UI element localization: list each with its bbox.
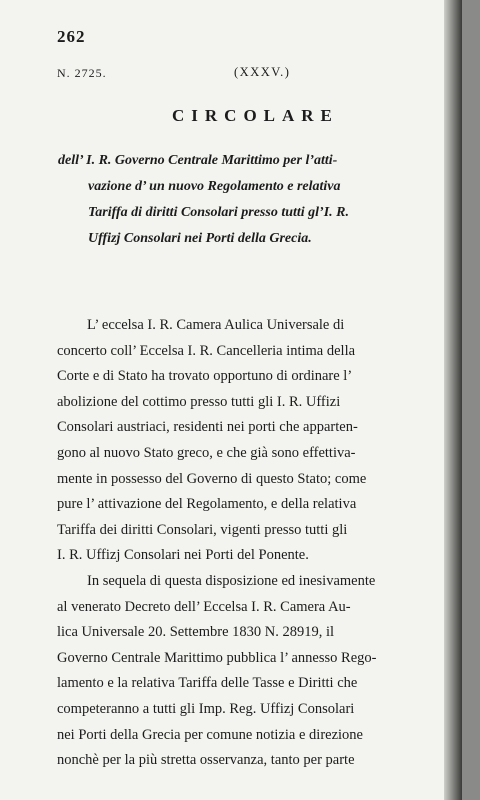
paragraph-line: Governo Centrale Marittimo pubblica l’ annesso Rego- <box>57 649 377 666</box>
paragraph-line: In sequela di questa disposizione ed inesivamente <box>87 572 376 589</box>
paragraph-line: lamento e la relativa Tariffa delle Tasse e Diritti che <box>57 675 358 692</box>
paragraph-line: competeranno a tutti gli Imp. Reg. Uffizj Consolari <box>57 700 355 717</box>
paragraph-line: lica Universale 20. Settembre 1830 N. 28919, il <box>57 624 335 641</box>
paragraph-line: al venerato Decreto dell’ Eccelsa I. R. Camera Au- <box>57 598 351 615</box>
book-gutter-shadow <box>444 0 462 800</box>
subtitle-line: dell’ I. R. Governo Centrale Marittimo per l’atti- <box>58 153 338 168</box>
document-number: N. 2725. <box>57 66 107 80</box>
page-number: 262 <box>57 27 86 46</box>
paragraph-line: nei Porti della Grecia per comune notizia e direzione <box>57 726 363 743</box>
body-text <box>57 313 459 774</box>
section-number: (XXXV.) <box>234 65 291 79</box>
paragraph-line: mente in possesso del Governo di questo Stato; come <box>57 470 367 487</box>
paragraph-line: L’ eccelsa I. R. Camera Aulica Universale di <box>87 317 345 333</box>
subtitle-line: Uffizj Consolari nei Porti della Grecia. <box>88 231 312 246</box>
paragraph-line: gono al nuovo Stato greco, e che già sono effettiva- <box>57 444 356 461</box>
paragraph-line: I. R. Uffizj Consolari nei Porti del Ponente. <box>57 547 309 564</box>
paragraph-line: Corte e di Stato ha trovato opportuno di ordinare l’ <box>57 368 353 385</box>
document-subtitle <box>58 148 458 252</box>
paragraph-line: pure l’ attivazione del Regolamento, e della relativa <box>57 496 357 513</box>
paragraph-line: concerto coll’ Eccelsa I. R. Cancelleria intima della <box>57 342 356 359</box>
paragraph-line: nonchè per la più stretta osservanza, tanto per parte <box>57 752 355 769</box>
paragraph-line: abolizione del cottimo presso tutti gli I. R. Uffizi <box>57 393 341 410</box>
paragraph-line: Tariffa dei diritti Consolari, vigenti presso tutti gli <box>57 521 348 538</box>
subtitle-line: vazione d’ un nuovo Regolamento e relativa <box>88 179 341 194</box>
document-heading: CIRCOLARE <box>172 106 339 125</box>
subtitle-line: Tariffa di diritti Consolari presso tutti gl’I. R. <box>88 205 350 220</box>
paragraph-line: Consolari austriaci, residenti nei porti che apparten- <box>57 419 358 436</box>
